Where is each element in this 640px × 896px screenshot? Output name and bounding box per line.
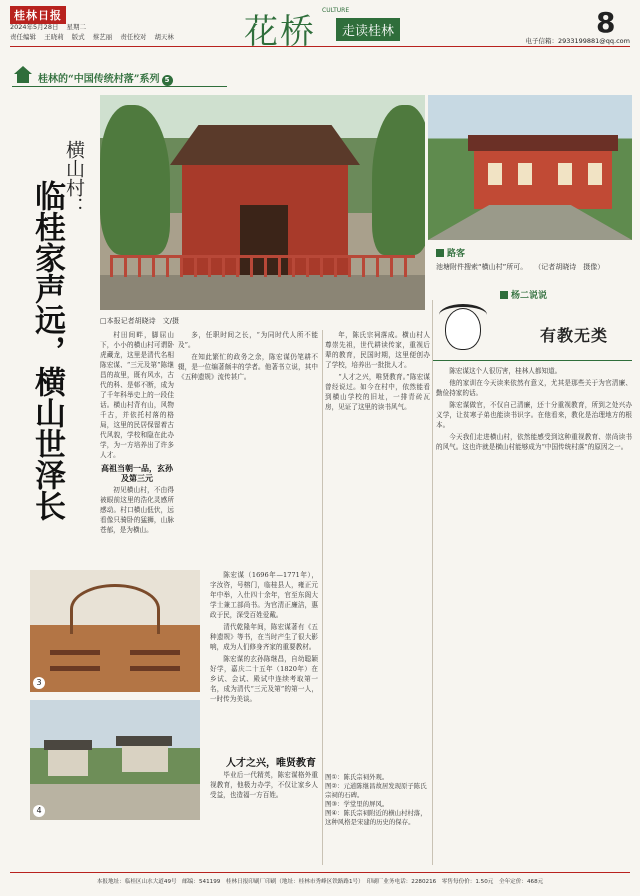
note: 图①：陈氏宗祠外观。 — [325, 773, 389, 781]
masthead-meta — [10, 22, 180, 42]
headline — [14, 140, 94, 540]
photo-number: 4 — [33, 805, 45, 817]
issue-weekday: 星期二 — [66, 23, 87, 31]
column-divider — [432, 300, 433, 865]
subhead: 高祖当朝一品，玄孙及第三元 — [101, 463, 173, 483]
paragraph: 初见横山村，不由得被眼前这里的浩化灵感所感动。村口横山低伏，远看像只骑卧的猛狮，山脉苍郁，是为横山。 — [100, 486, 174, 534]
headline-kicker: 横山村： — [63, 140, 85, 216]
masthead — [0, 0, 640, 60]
note: 图②：元道陈继昌故居发现原子陈氏宗祠的石碑。 — [325, 782, 427, 799]
footer: 本报地址：临桂区山水大道49号 邮编：541199 桂林日报印刷厂印刷（地址：桂林市秀峰区铁路路1号） 印刷厂业务电话：2280216 零售每份价：1.50元 全年定价：468元 — [96, 879, 544, 885]
column-kicker: 杨二说说 — [500, 288, 547, 301]
photo-notes — [325, 773, 430, 827]
paragraph: “人才之兴，唯贤教育。”陈宏谋曾经说过。如今在村中，依然能看到横山学校的旧址，一排青砖瓦房，见证了这里的读书风气。 — [325, 373, 430, 411]
paragraph: 今天我们走进横山村，依然能感受到这种重视教育、崇尚读书的风气。这也许就是横山村能够成为“中国传统村落”的原因之一。 — [436, 433, 632, 451]
paragraph: 在知此繁忙的政务之余，陈宏谋仍笔耕不辍，是一位编著颇丰的学者。他著书立说，其中《五种遗规》流传甚广。 — [178, 353, 318, 381]
note: 图④：陈氏宗祠附近的横山村村落，这种风格是宋建的历史的保存。 — [325, 809, 427, 826]
paragraph: 村田间畔，脚屈山下，小小的横山村可谓卧虎藏龙，这里是清代名相陈宏谋、“三元及第”陈继昌的故里，既有风水，古代的科、是邨不断，成为了千年科举史上的一段佳话。横山村背有山，风物千古，并依托村落的格局，这里的民居保留着古代风貌，学校和隐在此办学，为一方培养出了许多人才。 — [100, 331, 174, 459]
headline-main: 临桂家声远，横山世泽长 — [29, 180, 65, 521]
series-banner — [12, 64, 232, 92]
subhead-2: 人才之兴，唯贤教育 — [226, 758, 316, 769]
paragraph: 年，陈氏宗祠落成。横山村人尊崇先祖，世代耕读传家，重视后辈的教育，民国时期，这里便创办了学校，培养出一批批人才。 — [325, 331, 430, 369]
article-column-3b — [210, 770, 318, 870]
series-title: 桂林的“中国传统村落”系列 — [38, 74, 160, 85]
email: 电子信箱：2933199881@qq.com — [525, 37, 630, 45]
photo-village — [30, 700, 200, 820]
note: 图③：学堂里的屏风。 — [325, 800, 389, 808]
paper-name: 桂林日报 — [10, 6, 66, 24]
column-title: 有教无类 — [540, 326, 609, 345]
photo-caption-text: 池塘附件搜索“横山村”所可。 （记者胡晓诗 摄像） — [436, 263, 605, 271]
meta-value: 胡天林 — [154, 33, 174, 41]
section-en: CULTURE — [322, 7, 350, 14]
masthead-rule — [10, 46, 630, 47]
photo-school-hall — [30, 570, 200, 692]
byline: □本报记者胡晓诗 文/摄 — [100, 317, 179, 325]
meta-label: 责任校对 — [120, 33, 147, 41]
paragraph: 清代乾隆年间，陈宏谋著有《五种遗规》等书，在当时产生了很大影响，成为人们修身齐家的重要教材。 — [210, 623, 318, 651]
paragraph: 他的家训在今天读来依然有意义，尤其是那些关于为官清廉、勤俭持家的话。 — [436, 379, 632, 397]
column-divider — [322, 330, 323, 865]
footer-rule — [10, 872, 630, 873]
section-title: 花桥 — [244, 12, 316, 52]
meta-value: 蔡艺丽 — [92, 33, 113, 41]
photo-number: 3 — [33, 677, 45, 689]
issue-date: 2024年5月28日 — [10, 23, 59, 31]
section-tab: 走读桂林 — [336, 18, 400, 41]
article-column-4 — [325, 330, 430, 768]
paragraph: 陈宏谋（1696年—1771年），字汝咨，号榕门，临桂县人，雍正元年中举，入仕四十余年，官至东阁大学士兼工部尚书。为官清正廉洁，惠政于民，深受百姓爱戴。 — [210, 571, 318, 619]
paragraph: 陈宏谋做官，不仅自己清廉，还十分重视教育，所到之处兴办义学，让贫寒子弟也能读书识字。在他看来，教化是治理地方的根本。 — [436, 401, 632, 429]
house-icon — [12, 64, 34, 84]
paragraph: 陈宏谋的玄孙陈继昌，自幼聪颖好学，嘉庆二十五年（1820年）在乡试、会试、殿试中连续考取第一名，成为清代“三元及第”的第一人，一时传为美谈。 — [210, 655, 318, 703]
meta-value: 王晓莉 — [44, 33, 64, 41]
photo-former-residence — [428, 95, 632, 240]
meta-label: 责任编辑 — [10, 33, 36, 41]
article-column-3 — [178, 330, 318, 566]
columnist-portrait — [433, 300, 495, 360]
meta-label: 版式 — [71, 33, 85, 41]
series-number: 5 — [162, 75, 173, 86]
photo-caption-label: 路客 — [436, 246, 465, 259]
page-number: 8 — [596, 6, 616, 39]
photo-ancestral-hall — [100, 95, 425, 310]
paragraph: 毕业后一代精英，陈宏谋格外重视教育，他极力办学，不仅让家乡人受益，也造福一方百姓。 — [210, 771, 318, 799]
column-body — [436, 366, 632, 868]
series-label — [38, 70, 173, 86]
paragraph: 陈宏谋这个人很厉害，桂林人都知道。 — [449, 367, 562, 375]
paragraph: 多，任职时间之长，“为同时代人所不能及”。 — [178, 331, 318, 349]
